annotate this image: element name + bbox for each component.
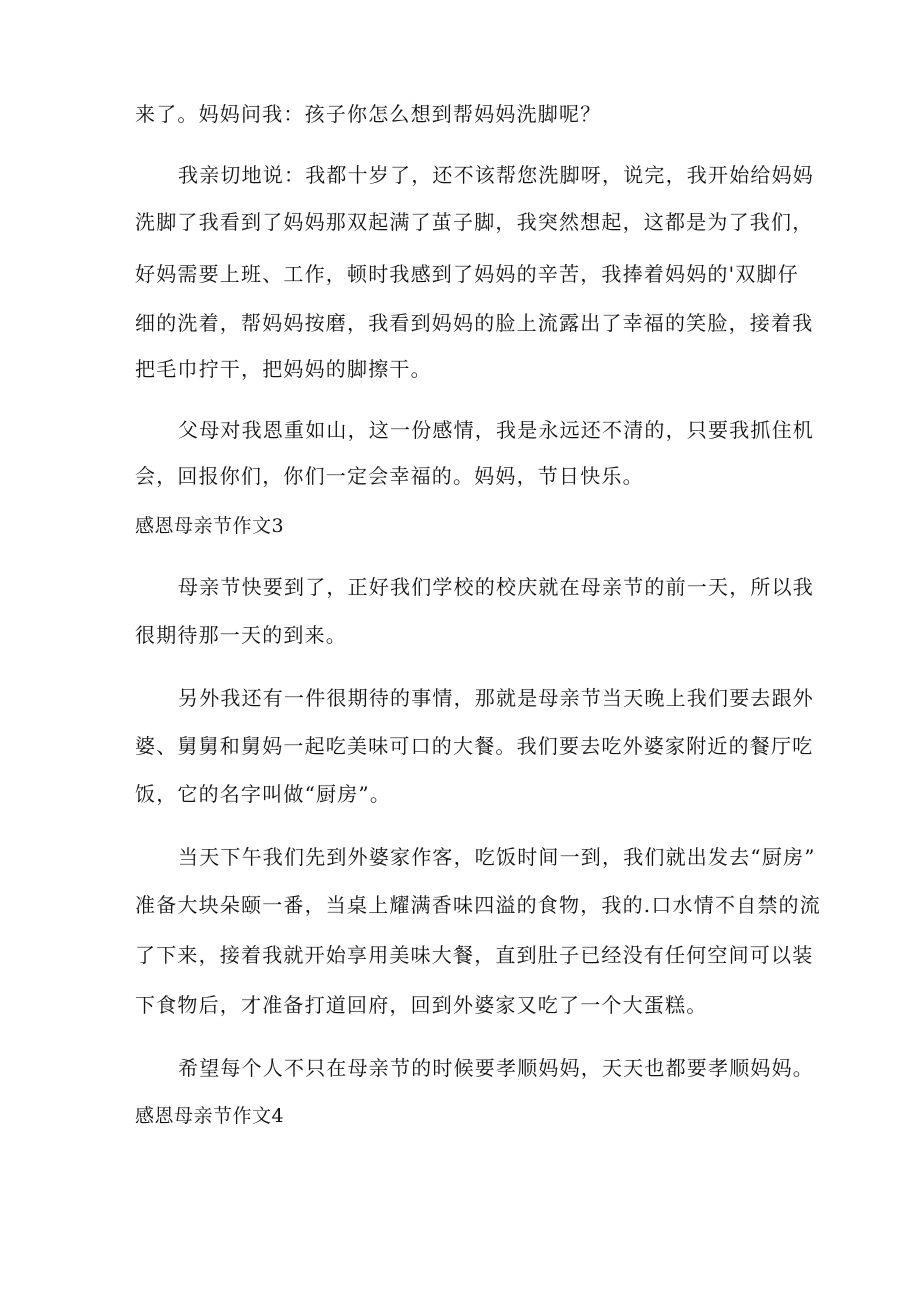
section-heading: 感恩母亲节作文3 — [135, 515, 285, 537]
text-line: 母亲节快要到了，正好我们学校的校庆就在母亲节的前一天，所以我 — [178, 575, 814, 599]
text-line: 当天下午我们先到外婆家作客，吃饭时间一到，我们就出发去“厨房” — [178, 845, 816, 869]
text-line: 细的洗着，帮妈妈按磨，我看到妈妈的脸上流露出了幸福的笑脸，接着我 — [135, 311, 814, 335]
text-line: 了下来，接着我就开始享用美味大餐，直到肚子已经没有任何空间可以装 — [135, 943, 814, 967]
text-line: 父母对我恩重如山，这一份感情，我是永远还不清的，只要我抓住机 — [178, 418, 814, 442]
text-line: 准备大块朵颐一番，当桌上耀满香味四溢的食物，我的.口水情不自禁的流 — [135, 893, 821, 917]
text-line: 婆、舅舅和舅妈一起吃美味可口的大餐。我们要去吃外婆家附近的餐厅吃 — [135, 734, 814, 758]
text-line: 会，回报你们，你们一定会幸福的。妈妈，节日快乐。 — [135, 464, 644, 488]
text-line: 来了。妈妈问我：孩子你怎么想到帮妈妈洗脚呢？ — [135, 102, 602, 126]
text-line: 很期待那一天的到来。 — [135, 623, 347, 647]
text-line: 洗脚了我看到了妈妈那双起满了茧子脚，我突然想起，这都是为了我们， — [135, 210, 814, 234]
text-line: 饭，它的名字叫做“厨房”。 — [135, 782, 392, 806]
text-line: 希望每个人不只在母亲节的时候要孝顺妈妈，天天也都要孝顺妈妈。 — [178, 1056, 814, 1080]
text-line: 下食物后，才准备打道回府，回到外婆家又吃了一个大蛋糕。 — [135, 993, 708, 1017]
text-line: 好妈需要上班、工作，顿时我感到了妈妈的辛苦，我捧着妈妈的'双脚仔 — [135, 262, 799, 286]
text-line: 我亲切地说：我都十岁了，还不该帮您洗脚呀，说完，我开始给妈妈 — [178, 163, 814, 187]
text-line: 另外我还有一件很期待的事情，那就是母亲节当天晚上我们要去跟外 — [178, 686, 814, 710]
section-heading: 感恩母亲节作文4 — [135, 1105, 285, 1127]
text-line: 把毛巾拧干，把妈妈的脚擦干。 — [135, 357, 432, 381]
